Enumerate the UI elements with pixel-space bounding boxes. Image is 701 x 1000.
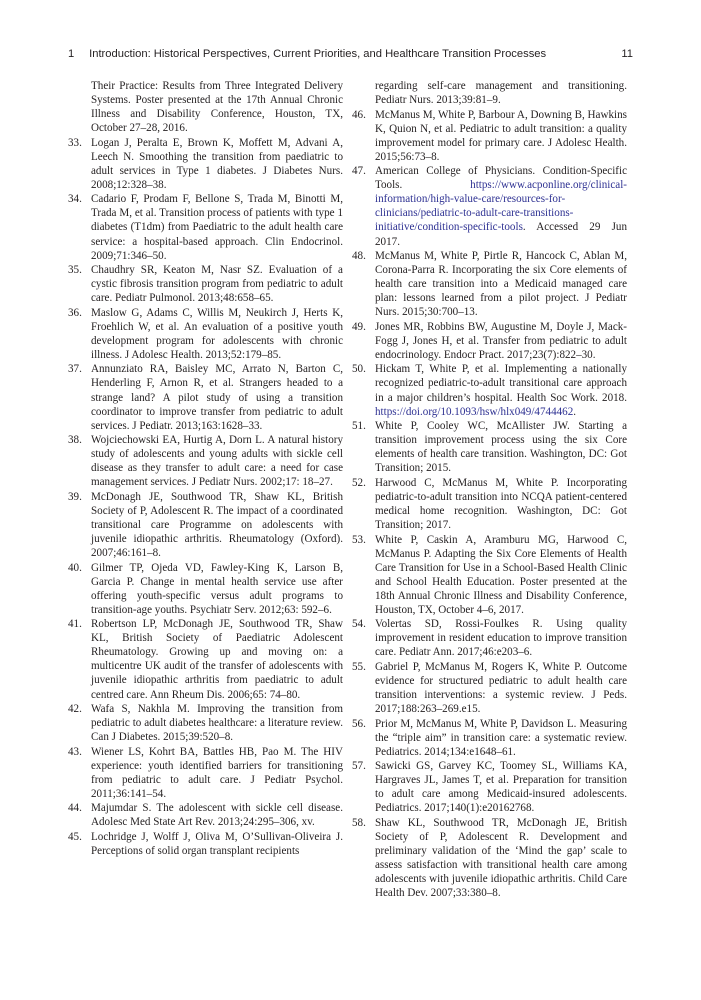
reference-text: Cadario F, Prodam F, Bellone S, Trada M, Binotti M, Trada M, et al. Transition process of patients with type 1 diabetes (T1dm) from Paediatric to the adult health care service: a hospital-based approach. Clin Endocrinol. 2009;71:346–50. <box>91 193 343 262</box>
reference-entry <box>68 362 343 432</box>
references-right-column <box>352 79 627 901</box>
reference-number: 58. <box>352 816 366 829</box>
reference-entry <box>352 533 627 617</box>
chapter-title: Introduction: Historical Perspectives, Current Priorities, and Healthcare Transition Processes <box>89 48 547 60</box>
reference-number: 47. <box>352 165 366 178</box>
reference-entry <box>352 816 627 900</box>
page-number: 11 <box>621 48 633 60</box>
reference-number: 50. <box>352 363 366 376</box>
reference-text: White P, Caskin A, Aramburu MG, Harwood C, McManus P. Adapting the Six Core Elements of Health Care Transition for Use in a School-Based Health Clinic and School Health Education. Poster presented at the 18th Annual Chronic Illness and Disability Conference, Houston, TX, October 4–6, 2017. <box>375 533 627 616</box>
reference-number: 54. <box>352 618 366 631</box>
reference-text: Hickam T, White P, et al. Implementing a nationally recognized pediatric-to-adult transitional care approach in a major children’s hospital. Health Soc Work. 2018. <box>375 363 627 404</box>
reference-text: Chaudhry SR, Keaton M, Nasr SZ. Evaluation of a cystic fibrosis transition program from pediatric to adult care. Pediatr Pulmonol. 2013;48:658–65. <box>91 264 343 305</box>
reference-entry <box>352 249 627 319</box>
reference-text: McDonagh JE, Southwood TR, Shaw KL, British Society of P, Adolescent R. The impact of a coordinated transitional care Programme on adolescents with juvenile idiopathic arthritis. Rheumatology (Oxford). 2007;46:161–8. <box>91 490 343 560</box>
reference-number: 39. <box>68 490 82 503</box>
reference-entry <box>68 136 343 192</box>
reference-number: 35. <box>68 264 82 277</box>
reference-entry <box>68 490 343 560</box>
reference-number: 42. <box>68 703 82 716</box>
reference-text: White P, Cooley WC, McAllister JW. Starting a transition improvement process using the six Core elements of health care transition. Washington, DC: Got Transition; 2015. <box>375 420 627 475</box>
reference-text: Annunziato RA, Baisley MC, Arrato N, Barton C, Henderling F, Arnon R, et al. Strangers headed to a strange land? A pilot study of using a transition coordinator to improve transfer from pediatric to adult services. J Pediatr. 2013;163:1628–33. <box>91 363 343 432</box>
reference-text: Lochridge J, Wolff J, Oliva M, O’Sullivan-Oliveira J. Perceptions of solid organ transplant recipients <box>91 830 343 858</box>
reference-number: 46. <box>352 108 366 121</box>
reference-entry <box>352 476 627 532</box>
reference-number: 49. <box>352 320 366 333</box>
chapter-number: 1 <box>68 48 75 60</box>
reference-text: Wojciechowski EA, Hurtig A, Dorn L. A natural history study of adolescents and young adults with sickle cell disease as they transfer to adult care: a need for case management services. J Pediatr Nurs. 2002;17: 18–27. <box>91 434 343 489</box>
reference-text: Wiener LS, Kohrt BA, Battles HB, Pao M. The HIV experience: youth identified barriers for transitioning from pediatric to adult care. J Pediatr Psychol. 2011;36:141–54. <box>91 745 343 800</box>
reference-entry <box>68 617 343 701</box>
reference-text: Prior M, McManus M, White P, Davidson L. Measuring the “triple aim” in transition care: a systematic review. Pediatrics. 2014;134:e1648–61. <box>375 717 627 758</box>
reference-number: 52. <box>352 476 366 489</box>
reference-number: 48. <box>352 250 366 263</box>
reference-number: 51. <box>352 420 366 433</box>
reference-entry <box>68 702 343 744</box>
reference-entry <box>352 759 627 815</box>
reference-text: Gilmer TP, Ojeda VD, Fawley-King K, Larson B, Garcia P. Change in mental health service use after offering youth-specific versus adult programs to transition-age youths. Psychiatr Serv. 2012;63: 592–6. <box>91 561 343 616</box>
reference-text: Robertson LP, McDonagh JE, Southwood TR, Shaw KL, British Society of Paediatric Adolescent Rheumatology. Growing up and moving on: a multicentre UK audit of the transfer of adolescents with juvenile idiopathic arthritis from paediatric to adult centred care. Ann Rheum Dis. 2006;65: 74–80. <box>91 618 343 701</box>
reference-text: Logan J, Peralta E, Brown K, Moffett M, Advani A, Leech N. Smoothing the transition from paediatric to adult services in Type 1 diabetes. J Diabetes Nurs. 2008;12:328–38. <box>91 136 343 191</box>
reference-entry <box>375 79 627 107</box>
reference-text: Gabriel P, McManus M, Rogers K, White P. Outcome evidence for structured pediatric to adult health care transition interventions: a systemic review. J Peds. 2017;188:263–269.e15. <box>375 660 627 716</box>
reference-text: Jones MR, Robbins BW, Augustine M, Doyle J, Mack-Fogg J, Jones H, et al. Transfer from pediatric to adult endocrinology. Endocr Pract. 2017;23(7):822–30. <box>375 320 627 361</box>
references-left-column <box>68 79 343 859</box>
reference-entry <box>68 192 343 262</box>
reference-text-suffix: . <box>573 405 577 418</box>
reference-entry <box>352 419 627 475</box>
reference-text: Their Practice: Results from Three Integrated Delivery Systems. Poster presented at the 17th Annual Chronic Illness and Disability Conference, Houston, TX, October 27–28, 2016. <box>91 80 343 135</box>
reference-text: Majumdar S. The adolescent with sickle cell disease. Adolesc Med State Art Rev. 2013;24:295–306, xv. <box>91 802 343 829</box>
reference-number: 33. <box>68 136 82 149</box>
reference-entry <box>68 433 343 489</box>
reference-entry <box>352 717 627 759</box>
reference-number: 44. <box>68 802 82 815</box>
reference-entry <box>352 164 627 248</box>
reference-entry <box>352 362 627 418</box>
reference-number: 45. <box>68 830 82 843</box>
reference-number: 56. <box>352 717 366 730</box>
reference-entry <box>68 801 343 829</box>
reference-number: 57. <box>352 760 366 773</box>
reference-entry <box>352 320 627 362</box>
reference-text: American College of Physicians. Condition-Specific Tools. <box>375 165 627 192</box>
reference-text: regarding self-care management and transitioning. Pediatr Nurs. 2013;39:81–9. <box>375 80 627 107</box>
reference-text: McManus M, White P, Pirtle R, Hancock C, Ablan M, Corona-Parra R. Incorporating the six Core elements of health care transition into a Medicaid managed care plan: lessons learned from a pilot project. J Pediatr Nurs. 2015;30:700–13. <box>375 250 627 319</box>
reference-text: Shaw KL, Southwood TR, McDonagh JE, British Society of P, Adolescent R. Development and preliminary validation of the ‘Mind the gap’ scale to assess satisfaction with transitional health care among adolescents with juvenile idiopathic arthritis. Child Care Health Dev. 2007;33:380–8. <box>375 816 627 900</box>
reference-text: McManus M, White P, Barbour A, Downing B, Hawkins K, Quion N, et al. Pediatric to adult transition: a quality improvement model for primary care. J Adolesc Health. 2015;56:73–8. <box>375 108 627 163</box>
reference-entry <box>352 617 627 659</box>
running-header <box>68 48 633 60</box>
reference-entry <box>68 830 343 858</box>
reference-number: 37. <box>68 363 82 376</box>
reference-text: Harwood C, McManus M, White P. Incorporating pediatric-to-adult transition into NCQA patient-centered medical home recognition. Washington, DC: Got Transition; 2017. <box>375 476 627 531</box>
reference-text: Sawicki GS, Garvey KC, Toomey SL, Williams KA, Hargraves JL, James T, et al. Preparation for transition to adult care among Medicaid-insured adolescents. Pediatrics. 2017;140(1):e20162768. <box>375 760 627 815</box>
reference-link[interactable]: https://doi.org/10.1093/hsw/hlx049/4744462 <box>375 405 574 418</box>
reference-number: 55. <box>352 660 366 673</box>
reference-entry <box>68 745 343 801</box>
reference-entry <box>68 306 343 362</box>
reference-entry <box>68 561 343 617</box>
reference-number: 40. <box>68 561 82 574</box>
reference-entry <box>91 79 343 135</box>
reference-number: 43. <box>68 745 82 758</box>
reference-number: 53. <box>352 533 366 546</box>
reference-text: Wafa S, Nakhla M. Improving the transition from pediatric to adult diabetes healthcare: a literature review. Can J Diabetes. 2015;39:520–8. <box>91 703 343 744</box>
reference-link[interactable]: https://www.acponline.org/clinical-information/high-value-care/resources-for-clinicians/pediatric-to-adult-care-transitions-initiative/condition-specific-tools <box>375 179 627 234</box>
reference-entry <box>68 263 343 305</box>
reference-text: Volertas SD, Rossi-Foulkes R. Using quality improvement in resident education to improve transition care. Pediatr Ann. 2017;46:e203–6. <box>375 618 627 659</box>
reference-entry <box>352 108 627 164</box>
reference-number: 38. <box>68 434 82 447</box>
reference-entry <box>352 660 627 716</box>
reference-text-suffix: . Accessed 29 Jun 2017. <box>375 221 627 248</box>
reference-number: 41. <box>68 618 82 631</box>
reference-number: 34. <box>68 193 82 206</box>
reference-number: 36. <box>68 306 82 319</box>
reference-text: Maslow G, Adams C, Willis M, Neukirch J, Herts K, Froehlich W, et al. An evaluation of a positive youth development program for adolescents with chronic illness. J Adolesc Health. 2013;52:179–85. <box>91 306 343 361</box>
